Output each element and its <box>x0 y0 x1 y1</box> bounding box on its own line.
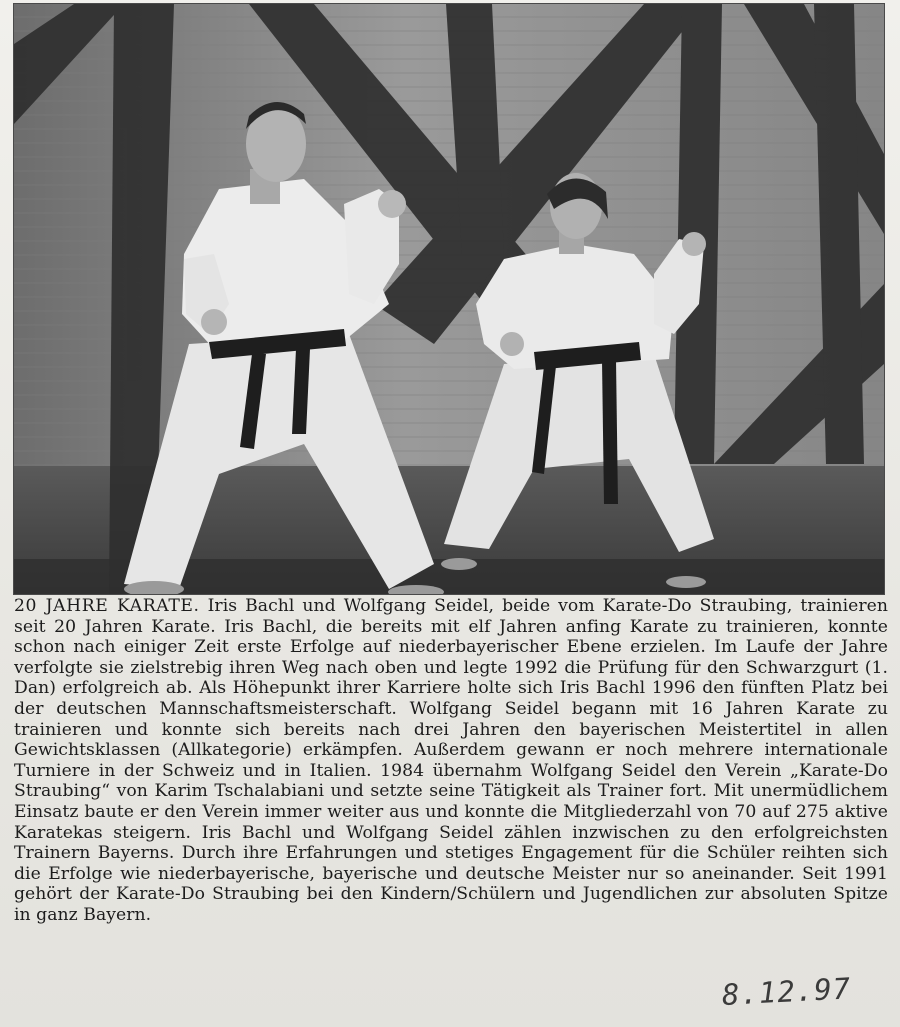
article-text <box>14 596 888 926</box>
article-headline: 20 JAHRE KARATE. <box>14 596 200 616</box>
article-body: Iris Bachl und Wolfgang Seidel, beide vom Karate-Do Straubing, trainieren seit 20 Jahren Karate. Iris Bachl, die bereits mit elf Jahren anfing Karate zu trainieren, konnte schon nach einiger Zeit erste Erfolge auf niederbayerischer Ebene erzielen. Im Laufe der Jahre verfolgte sie zielstrebig ihren Weg nach oben und legte 1992 die Prüfung für den Schwarzgurt (1. Dan) erfolgreich ab. Als Höhepunkt ihrer Karriere holte sich Iris Bachl 1996 den fünften Platz bei der deutschen Mannschaftsmeisterschaft. Wolfgang Seidel begann mit 16 Jahren Karate zu trainieren und konnte sich bereits nach drei Jahren den bayerischen Meistertitel in allen Gewichtsklassen (Allkategorie) erkämpfen. Außerdem gewann er noch mehrere internationale Turniere in der Schweiz und in Italien. 1984 übernahm Wolfgang Seidel den Verein „Karate-Do Straubing“ von Karim Tschalabiani und setzte seine Tätigkeit als Trainer fort. Mit unermüdlichem Einsatz baute er den Verein immer weiter aus und konnte die Mitgliederzahl von 70 auf 275 aktive Karatekas steigern. Iris Bachl und Wolfgang Seidel zählen inzwischen zu den erfolgreichsten Trainern Bayerns. Durch ihre Erfahrungen und stetiges Engagement für die Schüler reihten sich die Erfolge wie niederbayerische, bayerische und deutsche Meister nur so aneinander. Seit 1991 gehört der Karate-Do Straubing bei den Kindern/Schülern und Jugendlichen zur absoluten Spitze in ganz Bayern. <box>14 596 888 925</box>
karate-photo <box>14 4 884 594</box>
handwritten-date: 8.12.97 <box>721 971 852 1012</box>
